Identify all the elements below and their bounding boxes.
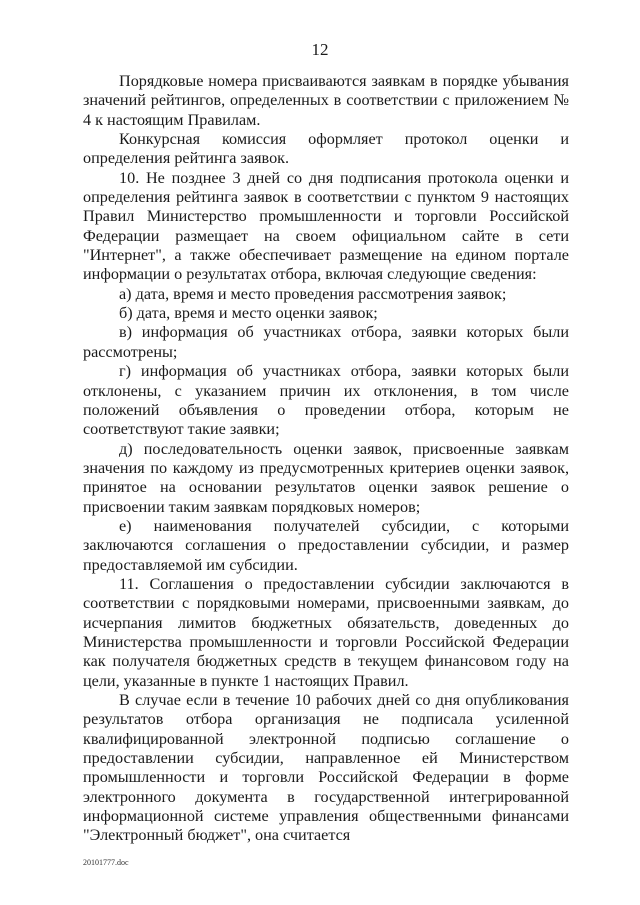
page-number: 12 — [311, 40, 329, 59]
paragraph-ordinal-numbers: Порядковые номера присваиваются заявкам в порядке убывания значений рейтингов, определенных в соответствии с приложением № 4 к настоящим Правилам. — [83, 72, 569, 129]
document-body — [83, 72, 569, 846]
paragraph-item-10-d: д) последовательность оценки заявок, присвоенные заявкам значения по каждому из предусмотренных критериев оценки заявок, принятое на основании результатов оценки заявок решение о присвоении таким заявкам порядковых номеров; — [83, 439, 569, 516]
paragraph-item-10: 10. Не позднее 3 дней со дня подписания протокола оценки и определения рейтинга заявок в соответствии с пунктом 9 настоящих Правил Министерство промышленности и торговли Российской Федерации размещает на своем официальном сайте в сети "Интернет", а также обеспечивает размещение на едином портале информации о результатах отбора, включая следующие сведения: — [83, 168, 569, 284]
paragraph-item-10-e: е) наименования получателей субсидии, с которыми заключаются соглашения о предоставлении субсидии, и размер предоставляемой им субсидии. — [83, 516, 569, 574]
paragraph-item-11: 11. Соглашения о предоставлении субсидии заключаются в соответствии с порядковыми номерами, присвоенными заявкам, до исчерпания лимитов бюджетных обязательств, доведенных до Министерства промышленности и торговли Российской Федерации как получателя бюджетных средств в текущем финансовом году на цели, указанные в пункте 1 настоящих Правил. — [83, 574, 569, 690]
paragraph-item-10-b: б) дата, время и место оценки заявок; — [119, 304, 378, 323]
paragraph-item-10-v: в) информация об участниках отбора, заявки которых были рассмотрены; — [83, 323, 569, 361]
paragraph-item-10-a: а) дата, время и место проведения рассмотрения заявок; — [119, 284, 507, 303]
paragraph-item-10-g: г) информация об участниках отбора, заявки которых были отклонены, с указанием причин их отклонения, в том числе положений объявления о проведении отбора, которым не соответствуют такие заявки; — [83, 362, 569, 439]
paragraph-item-11-unsigned: В случае если в течение 10 рабочих дней со дня опубликования результатов отбора организация не подписала усиленной квалифицированной электронной подписью соглашение о предоставлении субсидии, направленное ей Министерством промышленности и торговли Российской Федерации в форме электронного документа в государственной интегрированной информационной системе управления общественными финансами "Электронный бюджет", она считается — [83, 691, 569, 845]
document-file-code: 20101777.doc — [83, 858, 129, 867]
paragraph-commission-protocol: Конкурсная комиссия оформляет протокол оценки и определения рейтинга заявок. — [83, 130, 569, 168]
